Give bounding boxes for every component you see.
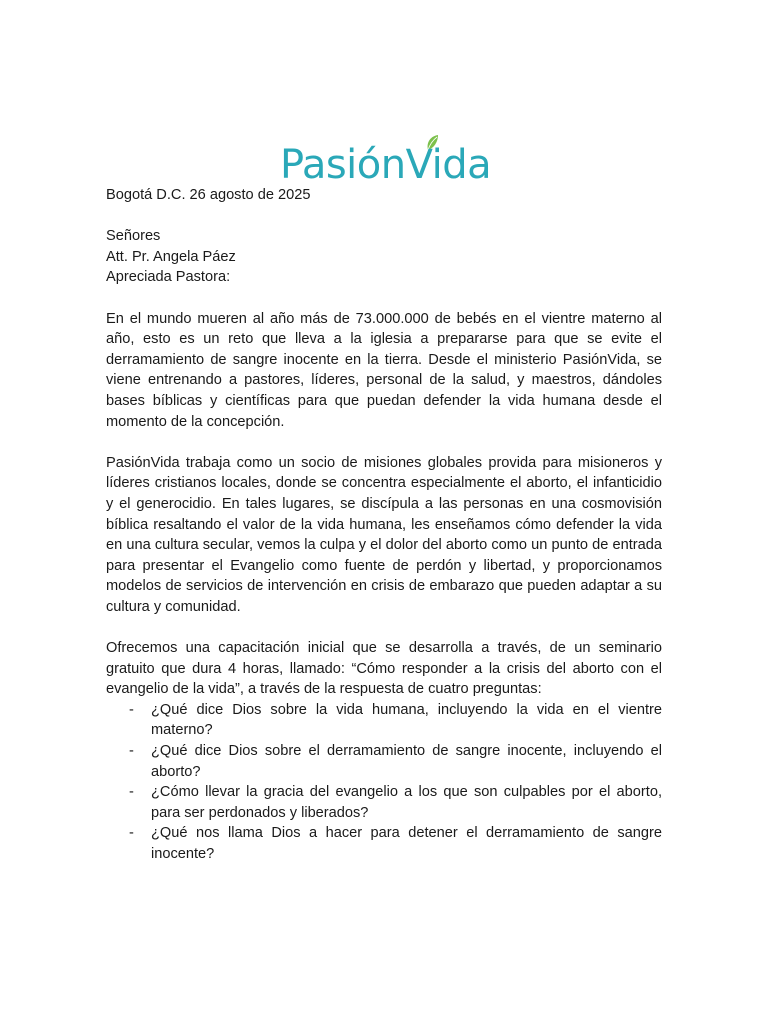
questions-list [106, 700, 662, 865]
question-4: ¿Qué nos llama Dios a hacer para detener el derramamiento de sangre inocente? [151, 825, 662, 862]
paragraph-2: PasiónVida trabaja como un socio de misiones globales provida para misioneros y líderes cristianos locales, donde se concentra especialmente el aborto, el infanticidio y el generocidio. En tales lugares, se discípula a las personas en una cosmovisión bíblica resaltando el valor de la vida humana, les enseñamos cómo defender la vida en una cultura secular, vemos la culpa y el dolor del aborto como un punto de entrada para presentar el Evangelio como fuente de perdón y libertad, y proporcionamos modelos de servicios de intervención en crisis de embarazo que pueden adaptar a su cultura y comunidad. [106, 454, 662, 615]
list-item [106, 823, 662, 864]
recipient-line-1: Señores [106, 228, 161, 245]
svg-text:PasiónVida [280, 142, 491, 188]
logo-text-vida: Vida [405, 142, 492, 188]
list-dash: - [129, 825, 134, 842]
paragraph-3: Ofrecemos una capacitación inicial que se desarrolla a través, de un seminario gratuito que dura 4 horas, llamado: “Cómo responder a la crisis del aborto con el evangelio de la vida”, a través de la respuesta de cuatro preguntas: [106, 640, 662, 698]
question-1: ¿Qué dice Dios sobre la vida humana, incluyendo la vida en el vientre materno? [151, 701, 662, 739]
list-item [106, 741, 662, 782]
list-item [106, 700, 662, 741]
logo-text-pasion: Pasión [280, 142, 406, 188]
list-dash: - [129, 701, 134, 718]
date-line: Bogotá D.C. 26 agosto de 2025 [106, 187, 311, 203]
question-3: ¿Cómo llevar la gracia del evangelio a los que son culpables por el aborto, para ser perdonados y liberados? [151, 784, 662, 821]
list-dash: - [129, 784, 134, 801]
pasionvida-logo [278, 132, 498, 188]
letter-body [106, 185, 662, 865]
recipient-line-2: Att. Pr. Angela Páez [106, 248, 236, 265]
question-2: ¿Qué dice Dios sobre el derramamiento de sangre inocente, incluyendo el aborto? [151, 743, 662, 780]
salutation: Apreciada Pastora: [106, 269, 231, 286]
list-item [106, 782, 662, 823]
paragraph-1: En el mundo mueren al año más de 73.000.000 de bebés en el vientre materno al año, esto es un reto que lleva a la iglesia a prepararse para que se evite el derramamiento de sangre inocente en la tierra. Desde el ministerio PasiónVida, se viene entrenando a pastores, líderes, personal de la salud, y maestros, dándoles bases bíblicas y científicas para que puedan defender la vida humana desde el momento de la concepción. [106, 310, 662, 430]
list-dash: - [129, 743, 134, 760]
